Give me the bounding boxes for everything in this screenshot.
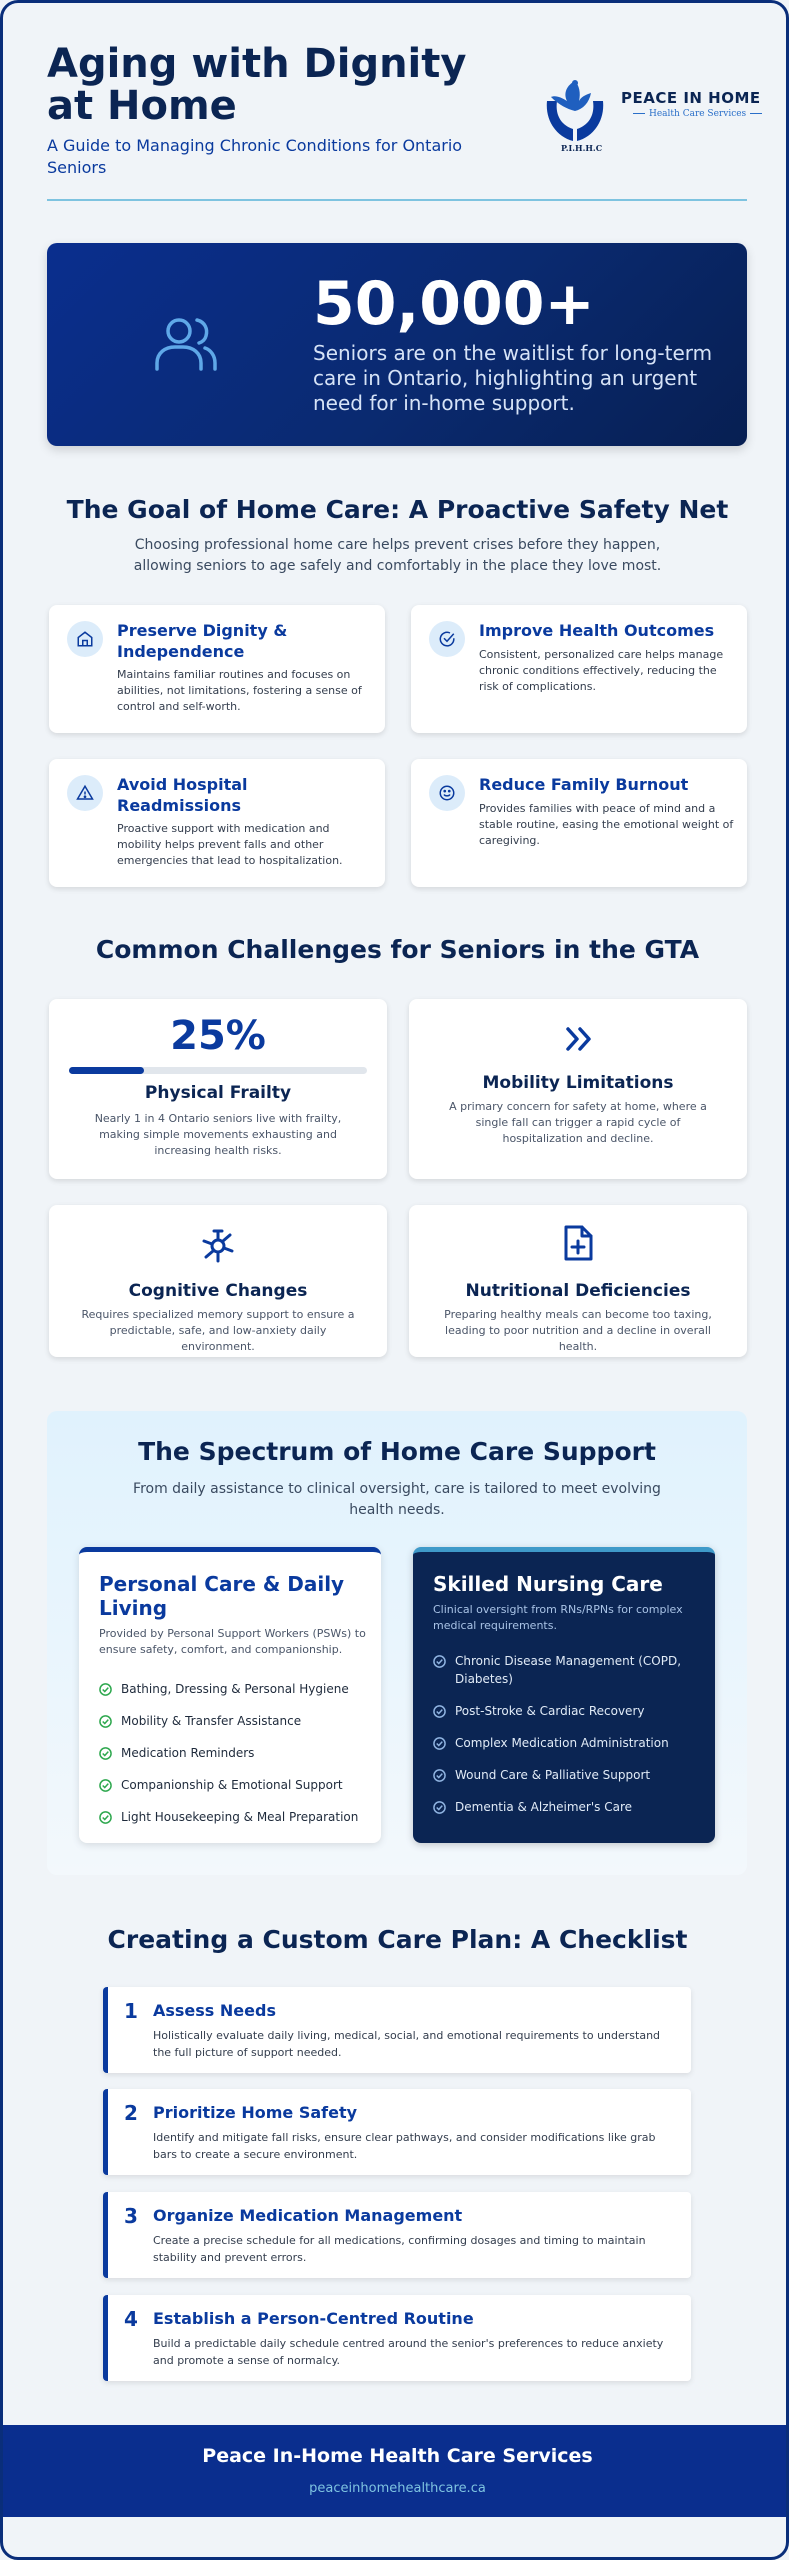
list-item-text: Mobility & Transfer Assistance xyxy=(121,1714,302,1728)
check-circle-icon xyxy=(99,1811,112,1824)
list-item xyxy=(99,1808,371,1826)
checklist-desc: Identify and mitigate fall risks, ensure clear pathways, and consider modifications like grab bars to create a secure environment. xyxy=(153,2131,656,2161)
personal-care-list xyxy=(99,1680,371,1840)
frailty-progress-fill xyxy=(69,1067,144,1074)
goal-card-desc: Provides families with peace of mind and a stable routine, easing the emotional weight of caregiving. xyxy=(479,802,734,847)
logo xyxy=(537,71,761,153)
smile-icon xyxy=(429,775,465,811)
goal-card-burnout xyxy=(411,759,747,887)
list-item-text: Medication Reminders xyxy=(121,1746,255,1760)
list-item xyxy=(433,1734,705,1752)
logo-name: PEACE IN HOME xyxy=(621,89,761,107)
challenges-section-title: Common Challenges for Seniors in the GTA xyxy=(95,935,700,964)
challenge-card-cognitive xyxy=(49,1205,387,1357)
list-item-text: Post-Stroke & Cardiac Recovery xyxy=(455,1704,645,1718)
goal-card-title: Avoid Hospital Readmissions xyxy=(117,775,248,815)
list-item xyxy=(433,1652,705,1688)
page-subtitle: A Guide to Managing Chronic Conditions for Ontario Seniors xyxy=(47,136,463,177)
challenge-card-desc: Preparing healthy meals can become too taxing, leading to poor nutrition and a decline in overall health. xyxy=(444,1308,712,1353)
footer xyxy=(3,2425,789,2517)
goal-card-title: Improve Health Outcomes xyxy=(479,621,715,640)
checklist-title: Assess Needs xyxy=(153,2001,276,2020)
home-icon xyxy=(67,621,103,657)
checklist-number: 2 xyxy=(124,2101,138,2125)
check-circle-icon xyxy=(429,621,465,657)
footer-website-link[interactable]: peaceinhomehealthcare.ca xyxy=(309,2481,486,2496)
personal-care-subtitle: Provided by Personal Support Workers (PSWs) to ensure safety, comfort, and companionship. xyxy=(99,1627,366,1656)
checklist-desc: Holistically evaluate daily living, medical, social, and emotional requirements to understand the full picture of support needed. xyxy=(153,2029,661,2059)
spectrum-section xyxy=(47,1411,747,1875)
stat-number: 50,000+ xyxy=(313,269,595,339)
list-item-text: Complex Medication Administration xyxy=(455,1736,669,1750)
spectrum-section-description: From daily assistance to clinical oversight, care is tailored to meet evolving health needs. xyxy=(133,1481,661,1518)
challenge-card-title: Nutritional Deficiencies xyxy=(465,1281,691,1301)
skilled-nursing-title: Skilled Nursing Care xyxy=(433,1572,663,1596)
challenge-card-desc: Nearly 1 in 4 Ontario seniors live with frailty, making simple movements exhausting and increasing health risks. xyxy=(94,1112,342,1157)
check-circle-icon xyxy=(99,1779,112,1792)
brain-icon xyxy=(198,1225,238,1265)
checklist-item-medication xyxy=(103,2192,691,2278)
checklist-desc: Create a precise schedule for all medications, confirming dosages and timing to maintain stability and prevent errors. xyxy=(153,2234,646,2264)
checklist-item-safety xyxy=(103,2089,691,2175)
checklist-section-title: Creating a Custom Care Plan: A Checklist xyxy=(107,1925,688,1954)
checklist-title: Prioritize Home Safety xyxy=(153,2103,358,2122)
goal-section-description: Choosing professional home care helps prevent crises before they happen, allowing seniors to age safely and comfortably in the place they love most. xyxy=(133,537,662,574)
challenge-card-desc: Requires specialized memory support to ensure a predictable, safe, and low-anxiety daily environment. xyxy=(81,1308,355,1353)
footer-company-name: Peace In-Home Health Care Services xyxy=(202,2445,593,2467)
goal-section-title: The Goal of Home Care: A Proactive Safety Net xyxy=(66,495,729,524)
list-item xyxy=(99,1712,371,1730)
checklist-item-routine xyxy=(103,2295,691,2381)
challenge-card-title: Physical Frailty xyxy=(144,1083,292,1103)
list-item-text: Companionship & Emotional Support xyxy=(121,1778,343,1792)
list-item xyxy=(433,1798,705,1816)
list-item xyxy=(433,1766,705,1784)
goal-card-readmissions xyxy=(49,759,385,887)
goal-card-health xyxy=(411,605,747,733)
stat-banner xyxy=(47,243,747,446)
frailty-stat: 25% xyxy=(170,1013,266,1059)
checklist-title: Organize Medication Management xyxy=(153,2206,463,2225)
list-item xyxy=(99,1744,371,1762)
list-item-text: Light Housekeeping & Meal Preparation xyxy=(121,1810,359,1824)
check-circle-icon xyxy=(433,1769,446,1782)
list-item xyxy=(99,1680,371,1698)
challenge-card-title: Cognitive Changes xyxy=(128,1281,308,1301)
spectrum-section-title: The Spectrum of Home Care Support xyxy=(138,1437,656,1466)
checklist-item-assess xyxy=(103,1987,691,2073)
list-item-text: Chronic Disease Management (COPD, Diabetes) xyxy=(455,1654,682,1686)
challenge-card-desc: A primary concern for safety at home, where a single fall can trigger a rapid cycle of hospitalization and decline. xyxy=(449,1100,707,1145)
challenge-card-nutrition xyxy=(409,1205,747,1357)
challenge-card-frailty xyxy=(49,999,387,1179)
skilled-nursing-list xyxy=(433,1652,705,1830)
goal-card-desc: Proactive support with medication and mobility helps prevent falls and other emergencies that lead to hospitalization. xyxy=(117,822,343,867)
list-item-text: Wound Care & Palliative Support xyxy=(455,1768,651,1782)
checklist-number: 4 xyxy=(124,2307,138,2331)
challenge-card-title: Mobility Limitations xyxy=(482,1073,674,1093)
check-circle-icon xyxy=(433,1705,446,1718)
goal-card-desc: Consistent, personalized care helps manage chronic conditions effectively, reducing the risk of complications. xyxy=(479,648,724,693)
goal-card-title: Reduce Family Burnout xyxy=(479,775,689,794)
check-circle-icon xyxy=(99,1715,112,1728)
personal-care-card xyxy=(79,1547,381,1843)
header xyxy=(47,41,761,203)
goal-card-dignity xyxy=(49,605,385,733)
users-icon xyxy=(153,313,219,373)
check-circle-icon xyxy=(99,1683,112,1696)
check-circle-icon xyxy=(433,1737,446,1750)
dove-hands-logo-icon xyxy=(537,71,613,147)
stat-text: Seniors are on the waitlist for long-term care in Ontario, highlighting an urgent need for in-home support. xyxy=(313,341,713,415)
skilled-nursing-card xyxy=(413,1547,715,1843)
list-item xyxy=(99,1776,371,1794)
frailty-progress-bar xyxy=(69,1067,367,1074)
goal-card-desc: Maintains familiar routines and focuses on abilities, not limitations, fostering a sense of control and self-worth. xyxy=(117,668,362,713)
check-circle-icon xyxy=(433,1655,446,1668)
personal-care-title: Personal Care & Daily Living xyxy=(99,1572,345,1620)
chevrons-right-icon xyxy=(558,1019,598,1059)
page-title: Aging with Dignity at Home xyxy=(47,41,467,129)
list-item-text: Bathing, Dressing & Personal Hygiene xyxy=(121,1682,349,1696)
checklist-number: 3 xyxy=(124,2204,138,2228)
logo-tagline: Health Care Services xyxy=(629,109,766,119)
file-plus-icon xyxy=(558,1223,598,1263)
check-circle-icon xyxy=(433,1801,446,1814)
checklist-number: 1 xyxy=(124,1999,138,2023)
checklist-desc: Build a predictable daily schedule centred around the senior's preferences to reduce anxiety and promote a sense of normalcy. xyxy=(153,2337,664,2367)
checklist-title: Establish a Person-Centred Routine xyxy=(153,2309,474,2328)
list-item-text: Dementia & Alzheimer's Care xyxy=(455,1800,632,1814)
challenge-card-mobility xyxy=(409,999,747,1179)
check-circle-icon xyxy=(99,1747,112,1760)
warning-icon xyxy=(67,775,103,811)
list-item xyxy=(433,1702,705,1720)
goal-card-title: Preserve Dignity & Independence xyxy=(117,621,288,661)
header-divider xyxy=(47,199,747,201)
skilled-nursing-subtitle: Clinical oversight from RNs/RPNs for complex medical requirements. xyxy=(433,1603,683,1632)
logo-initials: P.I.H.H.C xyxy=(561,143,603,153)
